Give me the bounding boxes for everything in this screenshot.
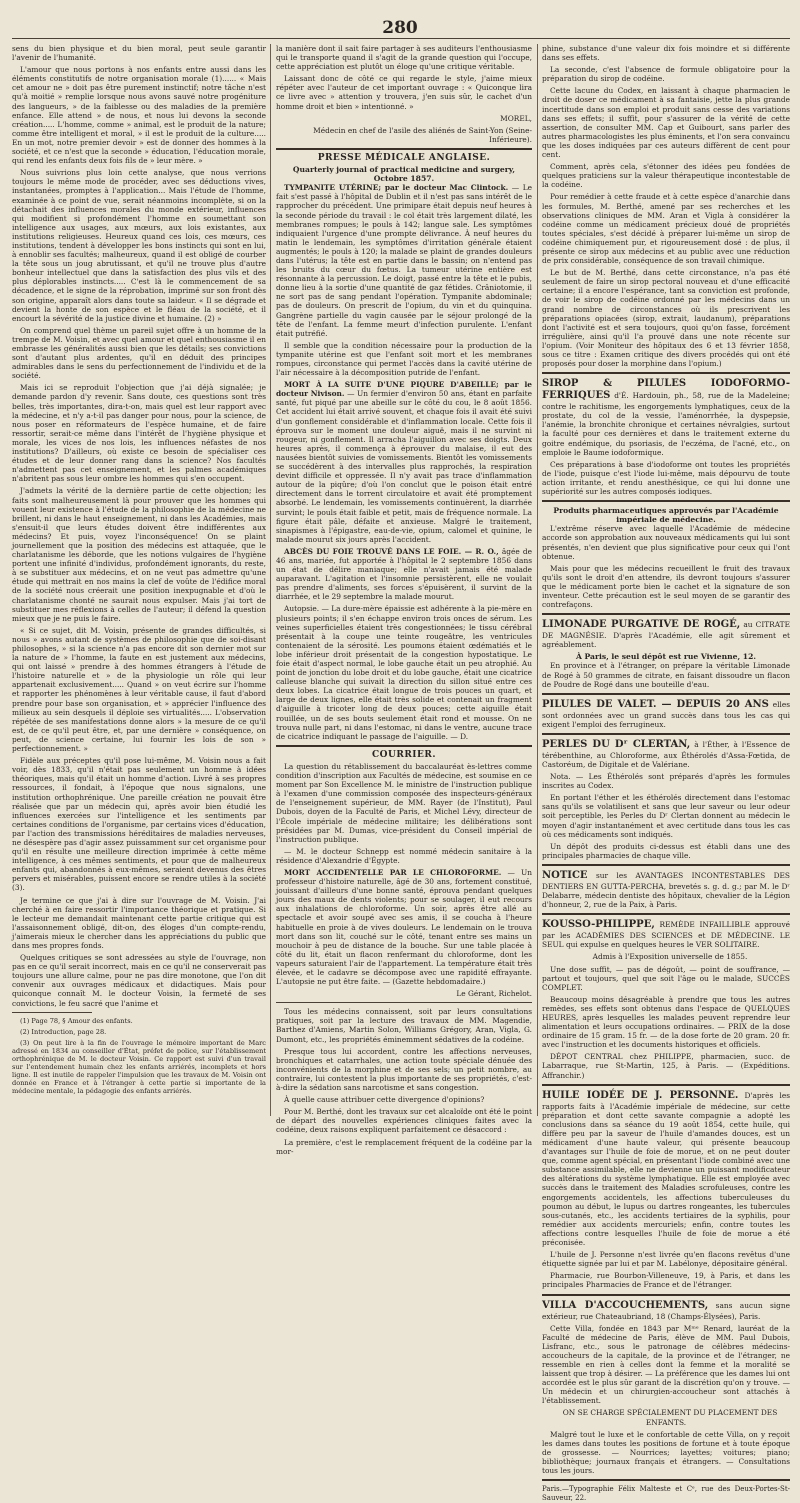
ad-text: à l'Éther, à l'Essence de térébenthine, au Chloroforme, aux Éthérolés d'Assa-Fœtida, de Castoréum, de Digitale et de Valériane. — [542, 739, 790, 769]
ad-text: L'huile de J. Personne n'est livrée qu'en flacons revêtus d'une étiquette signée par lui et par M. Labélonye, dépositaire général. — [542, 1250, 790, 1269]
column-divider — [537, 44, 538, 1116]
quote-paragraph: « Si ce sujet, dit M. Voisin, présente de grandes difficultés, si nous » avons autant de systèmes de philosophie que de soi-disant philosophes, » si la science n'a pas encore dit son dernier mot sur la nature de » l'homme, la faute en est justement aux médecins, qui ont laissé » prendre à des hommes étrangers à l'étude de l'histoire naturelle et » de la physiologie un rôle qui leur appartenait exclusivement..... Quand » on veut écrire sur l'homme et rapporter les phénomènes à leur véritable cause, il faut d'abord prendre pour base son organisation, et » apprécier l'influence des milieux au sein desquels il déploie ses virtualités..... L'observation répétée de ses manifestations donne alors » la mesure de ce qu'il est, de ce qu'il peut être, et, par une dernière » conséquence, on peut, de science certaine, lui fournir les lois de son » perfectionnement. » — [12, 625, 266, 754]
journal-title: Quarterly journal of practical medicine and surgery, Octobre 1857. — [292, 165, 516, 184]
ad-text: Une dose suffit, — pas de dégoût, — point de souffrance, — partout et toujours, quel que soit l'âge ou le malade, SUCCÈS COMPLET. — [542, 964, 790, 992]
ad-rule — [542, 733, 790, 735]
paragraph: Quelques critiques se sont adressées au style de l'ouvrage, non pas en ce qu'il serait incorrect, mais en ce qu'il ne conserverait pas toujours une allure calme, pour ne pas dire monotone, que l'on dit convenir aux ouvrages médicaux et didactiques. Mais pour quiconque connaît M. le docteur Voisin, la fermeté de ses convictions, le feu sacré que l'anime et — [12, 953, 266, 1008]
ad-text: d'É. Hardouin, ph., 58, rue de la Madeleine; contre le rachitisme, les engorgements lymphatiques, ceux de la prostate, du col de la vessie, l'aménorrhée, la dyspepsie, l'anémie, la bronchite chronique et certaines névralgies, surtout la faculté pour ces dernières et dans le traitement externe du goitre endémique, du psoriasis, de l'eczéma, de l'acné, etc., on emploie le Baume iodoformique. — [542, 391, 790, 457]
paragraph: Le but de M. Berthé, dans cette circonstance, n'a pas été seulement de faire un sirop pectoral nouveau et d'une efficacité certaine; il a encore l'espérance, tant sa conviction est profonde, de voir le sirop de codéine ordonné par les médecins dans un grand nombre de circonstances où ils prescrivent les préparations opiacées (sirop, extrait, laudanum), préparations dont l'activité est et sera toujours, quoi qu'on fasse, forcément irrégulière, ainsi qu'il l'a prouvé dans une note récente sur l'opium. (Voir Moniteur des hôpitaux des 6 et 13 février 1858, sous ce titre : Examen critique des divers procédés qui ont été proposés pour doser la morphine dans l'opium.) — [542, 268, 790, 369]
paragraph: Fidèle aux préceptes qu'il pose lui-même, M. Voisin nous a fait voir, dès 1833, qu'il n'était pas seulement un homme à idées théoriques, mais qu'il était un homme d'action. Livré à ses propres ressources, il fondait, à l'époque que nous signalons, une institution orthophrénique. Une pareille création ne pouvait être réalisée que par un médecin qui, après avoir bien étudié les influences exercées sur l'intelligence et les sentiments par certaines conditions de l'organisme, par certains vices d'éducation, par l'action des transmissions héréditaires de maladies nerveuses, ne désespère pas d'agir assez puissamment sur cet organisme pour qu'il en résulte une meilleure direction imprimée à cette même intelligence, à ces mêmes sentiments, et pour que de malheureux enfants qui, abandonnés à eux-mêmes, seraient devenus des êtres pervers et misérables, puissent encore se rendre utiles à la société (3). — [12, 756, 266, 893]
paragraph: phine, substance d'une valeur dix fois moindre et si différente dans ses effets. — [542, 44, 790, 63]
ad-paragraph: Pour M. Berthé, dont les travaux sur cet alcaloïde ont été le point de départ des nouvelles expériences cliniques faites avec la codéine, deux raisons expliquent parfaitement ce désaccord : — [276, 1107, 532, 1135]
article-text: — Un professeur d'histoire naturelle, âgé de 30 ans, fortement constitué, jouissant d'ailleurs d'une bonne santé, éprouva pendant quelques jours des maux de dents violents; pour se soulager, il eut recours aux inhalations de chloroforme. Un soir, après être allé au spectacle et avoir soupé avec ses amis, il se coucha à l'heure habituelle en proie à de vives douleurs. Le lendemain on le trouva mort dans son lit, couché sur le côté, tenant entre ses mains un mouchoir à peu de distance de la bouche. Sur une table placée à côté du lit, était un flacon renfermant du chloroforme, dont les vapeurs saturaient l'air de l'appartement. La température était très élevée, et le cadavre se décompose avec une rapidité effrayante. L'autopsie ne put être faite. — (Gazette hebdomadaire.) — [276, 867, 532, 987]
footnote: (1) Page 78, § Amour des enfants. — [20, 1016, 133, 1025]
ad-text: Un dépôt des produits ci-dessus est établi dans une des principales pharmacies de chaque ville. — [542, 841, 790, 860]
ad-title-perles: PERLES DU Dʳ CLERTAN, — [542, 738, 691, 750]
ad-text: L'extrême réserve avec laquelle l'Académie de médecine accorde son approbation aux nouveaux médicaments qui lui sont présentés, n'en devient que plus significative pour ceux qui l'ont obtenue. — [542, 524, 790, 561]
ad-text: ON SE CHARGE SPÉCIALEMENT DU PLACEMENT DES ENFANTS. — [562, 1408, 778, 1427]
footer-rule — [542, 1479, 790, 1481]
courrier-title: COURRIER. — [372, 749, 436, 760]
ad-text: Pharmacie, rue Bourbon-Villeneuve, 19, à Paris, et dans les principales Pharmacies de France et de l'étranger. — [542, 1271, 790, 1290]
paragraph: La seconde, c'est l'absence de formule obligatoire pour la préparation du sirop de codéine. — [542, 65, 790, 84]
ad-paragraph: Presque tous lui accordent, contre les affections nerveuses, bronchiques et catarrhales, une action toute spéciale dénuée des inconvénients de la morphine et de ses sels; un petit nombre, au contraire, lui contestent la plus importante de ses propriétés, c'est-à-dire la sédation sans narcotisme et sans congestion. — [276, 1046, 532, 1093]
article-heading: ABCÈS DU FOIE TROUVÉ DANS LE FOIE. — R. O., — [284, 546, 499, 556]
ad-title-huile: HUILE IODÉE DE J. PERSONNE. — [542, 1089, 739, 1101]
footnote-rule — [12, 1012, 92, 1013]
ad-text: Malgré tout le luxe et le confortable de cette Villa, on y reçoit les dames dans toutes les positions de fortune et à toute époque de grossesse. — Nourrices; layettes; voitures; piano; bibliothèque; journaux français et étrangers. — Consultations tous les jours. — [542, 1429, 790, 1475]
ad-text: elles sont ordonnées avec un grand succès dans tous les cas qui exigent l'emploi des ferrugineux. — [542, 699, 790, 729]
paragraph: la manière dont il sait faire partager à ses auditeurs l'enthousiasme qui le transporte quand il s'agit de la grande question qui l'occupe, cette appréciation est plutôt un éloge qu'une critique véritable. — [276, 44, 532, 72]
signature-name: MOREL, — [500, 113, 532, 123]
article-heading: MORT ACCIDENTELLE PAR LE CHLOROFORME. — [284, 867, 502, 877]
article-text: — Le fait s'est passé à l'hôpital de Dublin et il n'est pas sans intérêt de le rapprocher du précédent. Une primipare était depuis neuf heures à la seconde période du travail : le col était très largement dilaté, les membranes rompues; le pouls à 142; langue sale. Les symptômes indiquaient l'urgence d'une prompte délivrance. À neuf heures du matin le lendemain, les symptômes d'irritation générale étaient augmentés; le pouls à 120; la malade se plaint de grandes douleurs dans l'utérus; la tête est en partie dans le bassin; on n'entend pas les bruits du cœur du fœtus. La tumeur utérine entière est résonnante à la percussion. Le doigt, passé entre la tête et le pubis, donne lieu à la sortie d'une quantité de gaz fétides. Crâniotomie, il ne sort pas de sang pendant l'opération. Tympanite abdominale; pas de douleurs. On prescrit de l'opium, du vin et du quinquina. Gangrène partielle du vagin causée par le séjour prolongé de la tête de l'enfant. La femme meurt d'infection purulente. L'enfant était putréfié. — [276, 183, 532, 338]
ad-text: Beaucoup moins désagréable à prendre que tous les autres remèdes, ses effets sont obtenus dans l'espace de QUELQUES HEURES, après lesquelles les malades peuvent reprendre leur alimentation et leurs occupations ordinaires. — PRIX de la dose ordinaire de 15 gram. 15 fr. — de la dose forte de 20 gram. 20 fr. avec l'instruction et les documents historiques et officiels. — [542, 994, 790, 1050]
ad-text: En province et à l'étranger, on prépare la véritable Limonade de Rogé à 50 grammes de citrate, en faisant dissoudre un flacon de Poudre de Rogé dans une bouteille d'eau. — [542, 661, 790, 689]
paragraph: Comment, après cela, s'étonner des idées peu fondées de quelques praticiens sur la valeur thérapeutique incontestable de la codéine. — [542, 162, 790, 190]
ad-rule — [542, 1294, 790, 1296]
printer-footer: Paris.—Typographie Félix Malteste et Cᵉ, rue des Deux-Portes-St-Sauveur, 22. — [542, 1485, 790, 1503]
footnote: (2) Introduction, page 28. — [20, 1027, 107, 1036]
ad-text: Nota. — Les Éthérolés sont préparés d'après les formules inscrites au Codex. — [542, 772, 790, 791]
column-divider — [270, 44, 271, 1116]
paragraph: Autopsie. — La dure-mère épaissie est adhérente à la pie-mère en plusieurs points; il s'en échappe environ trois onces de sérum. Les veines superficielles étaient très congestionnées; le tissu cérébral présentait à la coupe une teinte rougeâtre, les ventricules contenaient de la sérosité. Les poumons étaient œdématiés et le lobe inférieur droit présentait de la congestion hypostatique. Le foie était d'aspect normal, le lobe gauche était un peu atrophié. Au point de jonction du lobe droit et du lobe gauche, était une cicatrice calleuse blanche qui suivait la direction du sillon situé entre ces deux lobes. La cicatrice était longue de trois pouces un quart, et large de deux lignes, elle était très solide et contenait un fragment d'aiguille à tricoter long de deux pouces; cette aiguille était rouillée, un de ses bouts seulement était rond et mousse. On ne trouva nulle part, ni dans l'estomac, ni dans le ventre, aucune trace de cicatrice indiquant le passage de l'aiguille. — D. — [276, 604, 532, 741]
ad-text: Cette Villa, fondée en 1843 par Mᵐᵉ Renard, lauréat de la Faculté de médecine de Paris, élève de MM. Paul Dubois, Lisfranc, etc., sous le patronage de célèbres médecins-accoucheurs de la capitale, de la province et de l'étranger, ne ressemble en rien à celles dont la femme et la moralité se laissent que trop à désirer. — La préférence que les dames lui ont accordée est le plus sûr garant de la discrétion qu'on y trouve. — Un médecin et un chirurgien-accoucheur sont attachés à l'établissement. — [542, 1323, 790, 1406]
paragraph: Mais ici se reproduit l'objection que j'ai déjà signalée; je demande pardon d'y revenir. Sans doute, ces questions sont très belles, très importantes, dira-t-on, mais quel est leur rapport avec la médecine, et n'y a-t-il pas danger pour nous, pour la science, de nous poser en réformateurs de l'espèce humaine, et de faire ressortir, serait-ce même dans l'intérêt de l'hygiène physique et morale, les vices de nos lois, les influences néfastes de nos institutions? D'ailleurs, où existe ce besoin de spécialiser ces études et de leur donner rang dans la science? Nos facultés n'admettent pas cet enseignement, et les palmes académiques n'abritent pas sous leur ombre les hommes qui s'en occupent. — [12, 383, 266, 484]
article-text: âgée de 46 ans, mariée, fut apportée à l'hôpital le 2 septembre 1856 dans un état de délire maniaque; elle n'avait jamais été malade auparavant. L'agitation et l'insomnie persistèrent, elle ne voulait pas prendre d'aliments, ses forces s'épuisèrent, il survint de la diarrhée, et le 29 septembre la malade mourut. — [276, 546, 532, 602]
ad-text: REMÈDE INFAILLIBLE approuvé par les ACADÉMIES DES SCIENCES et DE MÉDECINE. LE SEUL qui expulse en quelques heures le VER SOLITAIRE. — [542, 920, 790, 950]
ad-paragraph: La première, c'est le remplacement fréquent de la codéine par la mor- — [276, 1137, 532, 1156]
ad-paragraph: À quelle cause attribuer cette divergence d'opinions? — [284, 1095, 485, 1105]
article-text: — Un fermier d'environ 50 ans, étant en parfaite santé, fut piqué par une abeille sur le côté du cou, le 8 août 1856. Cet accident lui était arrivé souvent, et chaque fois il avait été suivi d'un gonflement considérable et d'inflammation locale. Cette fois il éprouva sur le moment une douleur aiguë, mais il ne survint ni rougeur, ni gonflement. Il arracha l'aiguillon avec ses doigts. Deux heures après, il commença à éprouver du malaise, il eut des nausées bientôt suivies de vomissements. Bientôt les vomissements se succédèrent à des intervalles plus rapprochés, la respiration devint difficile et oppressée. Il n'y avait pas trace d'inflammation autour de la piqûre; d'où l'on conclut que le poison était entré directement dans le torrent circulatoire et avait été promptement absorbé. Le lendemain, les vomissements continuèrent, la diarrhée survint; le pouls était faible et petit, mais de fréquence normale. La figure était pâle, défaite et anxieuse. Malgré le traitement, sinapismes à l'épigastre, eau-de-vie, opium, calomel et quinine, le malade mourut six jours après l'accident. — [276, 389, 532, 544]
paragraph: Laissant donc de côté ce qui regarde le style, j'aime mieux répéter avec l'auteur de cet important ouvrage : « Quiconque lira ce livre avec » attention y trouvera, j'en suis sûr, le cachet d'un homme droit et bien » intentionné. » — [276, 74, 532, 111]
article-heading: TYMPANITE UTÉRINE; par le docteur Mac Clintock. — [284, 183, 509, 193]
ad-title-notice: NOTICE — [542, 869, 588, 881]
paragraph: sens du bien physique et du bien moral, peut seule garantir l'avenir de l'humanité. — [12, 44, 266, 63]
column-3 — [542, 44, 791, 1503]
ad-address: À Paris, le seul dépôt est rue Vivienne, 12. — [576, 652, 756, 662]
ad-rule — [542, 372, 790, 374]
ad-paragraph: Tous les médecins connaissent, soit par leurs consultations pratiques, soit par la lecture des travaux de MM. Magendie, Barthez d'Amiens, Martin Solon, Williams Grégory, Aran, Vigla, G. Dumont, etc., les propriétés éminemment sédatives de la codéine. — [276, 1007, 532, 1044]
ad-title-villa: VILLA D'ACCOUCHEMENTS, — [542, 1299, 709, 1311]
ad-text: En portant l'éther et les éthérolés directement dans l'estomac sans qu'ils se volatilisent et sans que leur saveur ou leur odeur soit perceptible, les Perles du Dʳ Clertan donnent au médecin le moyen d'agir instantanément et avec certitude dans tous les cas où ces médicaments sont indiqués. — [542, 793, 790, 839]
paragraph: On comprend quel thème un pareil sujet offre à un homme de la trempe de M. Voisin, et avec quel amour et quel enthousiasme il en embrasse les généralités aussi bien que les détails; ses convictions sont d'autant plus ardentes, qu'il en déduit des principes admirables dans le sens du perfectionnement de l'individu et de la société. — [12, 325, 266, 381]
ad-title-limonade: LIMONADE PURGATIVE DE ROGÉ, — [542, 619, 741, 631]
ad-text: au CITRATE DE MAGNÉSIE. D'après l'Académie, elle agit sûrement et agréablement. — [542, 620, 790, 650]
gerant-signature: Le Gérant, Richelot. — [456, 989, 532, 999]
section-title: PRESSE MÉDICALE ANGLAISE. — [317, 152, 491, 163]
page-number: 280 — [382, 18, 418, 38]
paragraph: L'amour que nous portons à nos enfants entre aussi dans les éléments constitutifs de notre organisation morale (1)...... « Mais cet amour ne » doit pas être purement instinctif; notre tâche n'est qu'à moitié » remplie lorsque nous avons sauvé notre progéniture des langueurs, » de la faiblesse ou des maladies de la première enfance. Elle attend » de nous, et nous lui devons la seconde création..... L'homme, comme » animal, est le produit de la nature; comme être intelligent et moral, » il est le produit de la culture..... En un mot, notre premier devoir » est de donner des hommes à la société, et ce n'est que la seconde » éducation, l'éducation morale, qui rend les enfants deux fois fils de » leur mère. » — [12, 65, 266, 166]
ad-text: DÉPOT CENTRAL chez PHILIPPE, pharmacien, succ. de Labarraque, rue St-Martin, 125, à Paris. — (Expéditions. Affranchir.) — [542, 1052, 790, 1080]
column-2 — [276, 44, 532, 1156]
ad-text: D'après les rapports faits à l'Académie impériale de médecine, sur cette préparation et dont cette savante compagnie a adopté les conclusions dans sa séance du 19 août 1854, cette huile, qui diffère peu par la saveur de l'huile d'amandes douces, est un médicament d'une haute valeur, qui présente beaucoup d'avantages sur l'huile de foie de morue, et on ne peut douter que, comme agent spécial, en présentant l'iode combiné avec une substance assimilable, elle ne devienne un puissant modificateur des altérations du système lymphatique. Elle est employée avec succès dans le traitement des Maladies scrofuleuses, contre les engorgements accidentels, les affections tuberculeuses du poumon au début, le lupus ou dartres rongeantes, les tubercules sous-cutanés, etc., les accidents tertiaires de la syphilis, pour remédier aux accidents mercuriels; enfin, contre toutes les affections contre lesquelles l'huile de foie de morue a été préconisée. — [542, 1090, 790, 1248]
ad-text: Admis à l'Exposition universelle de 1855. — [592, 952, 748, 962]
ad-rule — [542, 864, 790, 866]
ad-title-sirop: SIROP & PILULES IODOFORMO-FERRIQUES — [542, 378, 790, 402]
signature-title: Médecin en chef de l'asile des aliénés de Saint-Yon (Seine-Inférieure). — [313, 125, 532, 144]
ad-text: Ces préparations à base d'iodoforme ont toutes les propriétés de l'iode, puisque c'est l'iode lui-même, mais dépourvu de toute action irritante, et rendu anesthésique, ce qui lui donne une supériorité sur les autres composés iodiques. — [542, 459, 790, 497]
paragraph: Cette lacune du Codex, en laissant à chaque pharmacien le droit de doser ce médicament à sa fantaisie, jette la plus grande incertitude dans son emploi et produit sans cesse des variations dans ses effets; il suffit, pour s'assurer de la vérité de cette assertion, de consulter MM. Cap et Guibourt, sans parler des autres pharmacologistes les plus éminents, et l'on sera convaincu que les doses indiquées par ces auteurs diffèrent de cent pour cent. — [542, 86, 790, 160]
ad-title-kousso: KOUSSO-PHILIPPE, — [542, 919, 655, 931]
section-rule — [276, 745, 532, 747]
ad-text: Mais pour que les médecins recueillent le fruit des travaux qu'ils sont le droit d'en attendre, ils devront toujours s'assurer que le médicament porte bien le cachet et la signature de son inventeur. Cette précaution est le seul moyen de se garantir des contrefaçons. — [542, 563, 790, 610]
ad-rule — [276, 1002, 532, 1003]
ad-rule — [542, 1084, 790, 1086]
ad-title-pilules: PILULES DE VALET. — DEPUIS 20 ANS — [542, 698, 769, 710]
paragraph: — M. le docteur Schnepp est nommé médecin sanitaire à la résidence d'Alexandrie d'Égypte. — [276, 846, 532, 865]
section-rule — [276, 148, 532, 150]
ad-rule — [542, 613, 790, 615]
ad-rule — [542, 913, 790, 915]
ad-text: sur les AVANTAGES INCONTESTABLES DES DENTIERS EN GUTTA-PERCHA, brevetés s. g. d. g.; par M. le Dʳ Delabarre, médecin dentiste des hôpitaux, chevalier de la Légion d'honneur, 2, rue de la Paix, à Paris. — [542, 870, 790, 910]
paragraph: Pour remédier à cette fraude et à cette espèce d'anarchie dans les formules, M. Berthé, amené par ses recherches et les observations cliniques de MM. Aran et Vigla à considérer la codéine comme un médicament précieux doué de propriétés toutes spéciales, s'est décidé à préparer lui-même un sirop de codéine chimiquement pur, et rigoureusement dosé : de plus, il présente ce sirop aux médecins et au public avec une réduction de prix considérable, conséquence de son travail chimique. — [542, 192, 790, 266]
paragraph: La question du rétablissement du baccalauréat ès-lettres comme condition d'inscription aux Facultés de médecine, est soumise en ce moment par Son Excellence M. le ministre de l'instruction publique à l'examen d'une commission composée des inspecteurs-généraux de l'enseignement supérieur, de MM. Rayer (de l'Institut), Paul Dubois, doyen de la Faculté de Paris, et Michel Lévy, directeur de l'École impériale de médecine militaire; les délibérations sont présidées par M. Dumas, vice-président du Conseil impérial de l'instruction publique. — [276, 761, 532, 844]
ad-rule — [542, 500, 790, 502]
paragraph: Nous suivrions plus loin cette analyse, que nous verrions toujours le même mode de procéder, avec ses déductions vives, instantanées, promptes à l'application... Mais l'étude de l'homme, examinée à ce point de vue, serait néanmoins incomplète, si on la détachait des influences morales du monde extérieur, influences qui modifient si profondément l'homme en soumettant son intelligence aux usages, aux mœurs, aux lois existantes, aux institutions religieuses. Heureux quand ces lois, ces mœurs, ces institutions, tendent à développer les bons instincts qui sont en lui, à ennoblir ses facultés; malheureux, quand il est obligé de courber la tête sous un joug abrutissant, et qu'il ne trouve plus d'autre bonheur intellectuel que dans la satisfaction des plus vils et des plus déplorables instincts..... C'est là le commencement de sa décadence, et le signe de la réprobation, imprimé sur son front dès son origine, apparaît alors dans toute sa laideur. « Il se dégrade et devient la honte de son espèce et le fléau de la société, et il encourt la sévérité de la justice divine et humaine. (2) » — [12, 168, 266, 323]
paragraph: J'admets la vérité de la dernière partie de cette objection; les faits sont malheureusement là pour prouver que les hommes qui vouent leur existence à l'étude de la philosophie de la médecine ne brillent, ni dans le haut enseignement, ni dans les Académies, mais s'ensuit-il que leurs études doivent être indifférentes aux médecins? Et puis, voyez l'inconséquence! On se plaint journellement que la position des médecins est attaquée, que le charlatanisme les déborde, que les notions vulgaires de l'hygiène portent une infinité d'individus, profondément ignorants, du reste, à se substituer aux médecins, et on ne veut pas admettre qu'une étude qui mettrait en nos mains la clef de voûte de l'édifice moral de la société nous créerait une position inexpugnable et d'où le charlatanisme chonté ne saurait nous expulser. Mais j'ai tort de substituer mes réflexions à celles de l'auteur; il défend la question mieux que je ne puis le faire. — [12, 486, 266, 623]
footnote: (3) On peut lire à la fin de l'ouvrage le mémoire important de Marc adressé en 1834 au conseiller d'État, préfet de police, sur l'établissement orthophrénique de M. le docteur Voisin. Ce rapport est suivi d'un travail sur l'entendement humain chez les enfants arriérés, incomplets et hors ligne. Il est inutile de rappeler l'impulsion que les travaux de M. Voisin ont donnée en France et à l'étranger à cette partie si importante de la médecine mentale, la pédagogie des enfants arriérés. — [12, 1038, 266, 1095]
top-rule — [12, 38, 790, 39]
column-1 — [12, 44, 266, 1120]
ad-title-produits: Produits pharmaceutiques approuvés par l'Académie impériale de médecine. — [553, 506, 779, 525]
ad-text: sans aucun signe extérieur, rue Chateaubriand, 18 (Champs-Élysées), Paris. — [542, 1300, 791, 1321]
paragraph: Il semble que la condition nécessaire pour la production de la tympanite utérine est que l'enfant soit mort et les membranes rompues, circonstance qui permet l'accès dans la cavité utérine de l'air nécessaire à la décomposition putride de l'enfant. — [276, 340, 532, 378]
article-heading: MORT À LA SUITE D'UNE PIQURE D'ABEILLE; par le docteur Nivison. — [276, 380, 532, 399]
paragraph: Je termine ce que j'ai à dire sur l'ouvrage de M. Voisin. J'ai cherché à en faire ressortir l'importance théorique et pratique. Si le lecteur me demandait maintenant cette partie critique qui est l'assaisonnement obligé, dit-on, des éloges d'un compte-rendu, j'aimerais mieux le chercher dans les appréciations du public que dans mes propres fonds. — [12, 895, 266, 950]
ad-rule — [542, 693, 790, 695]
